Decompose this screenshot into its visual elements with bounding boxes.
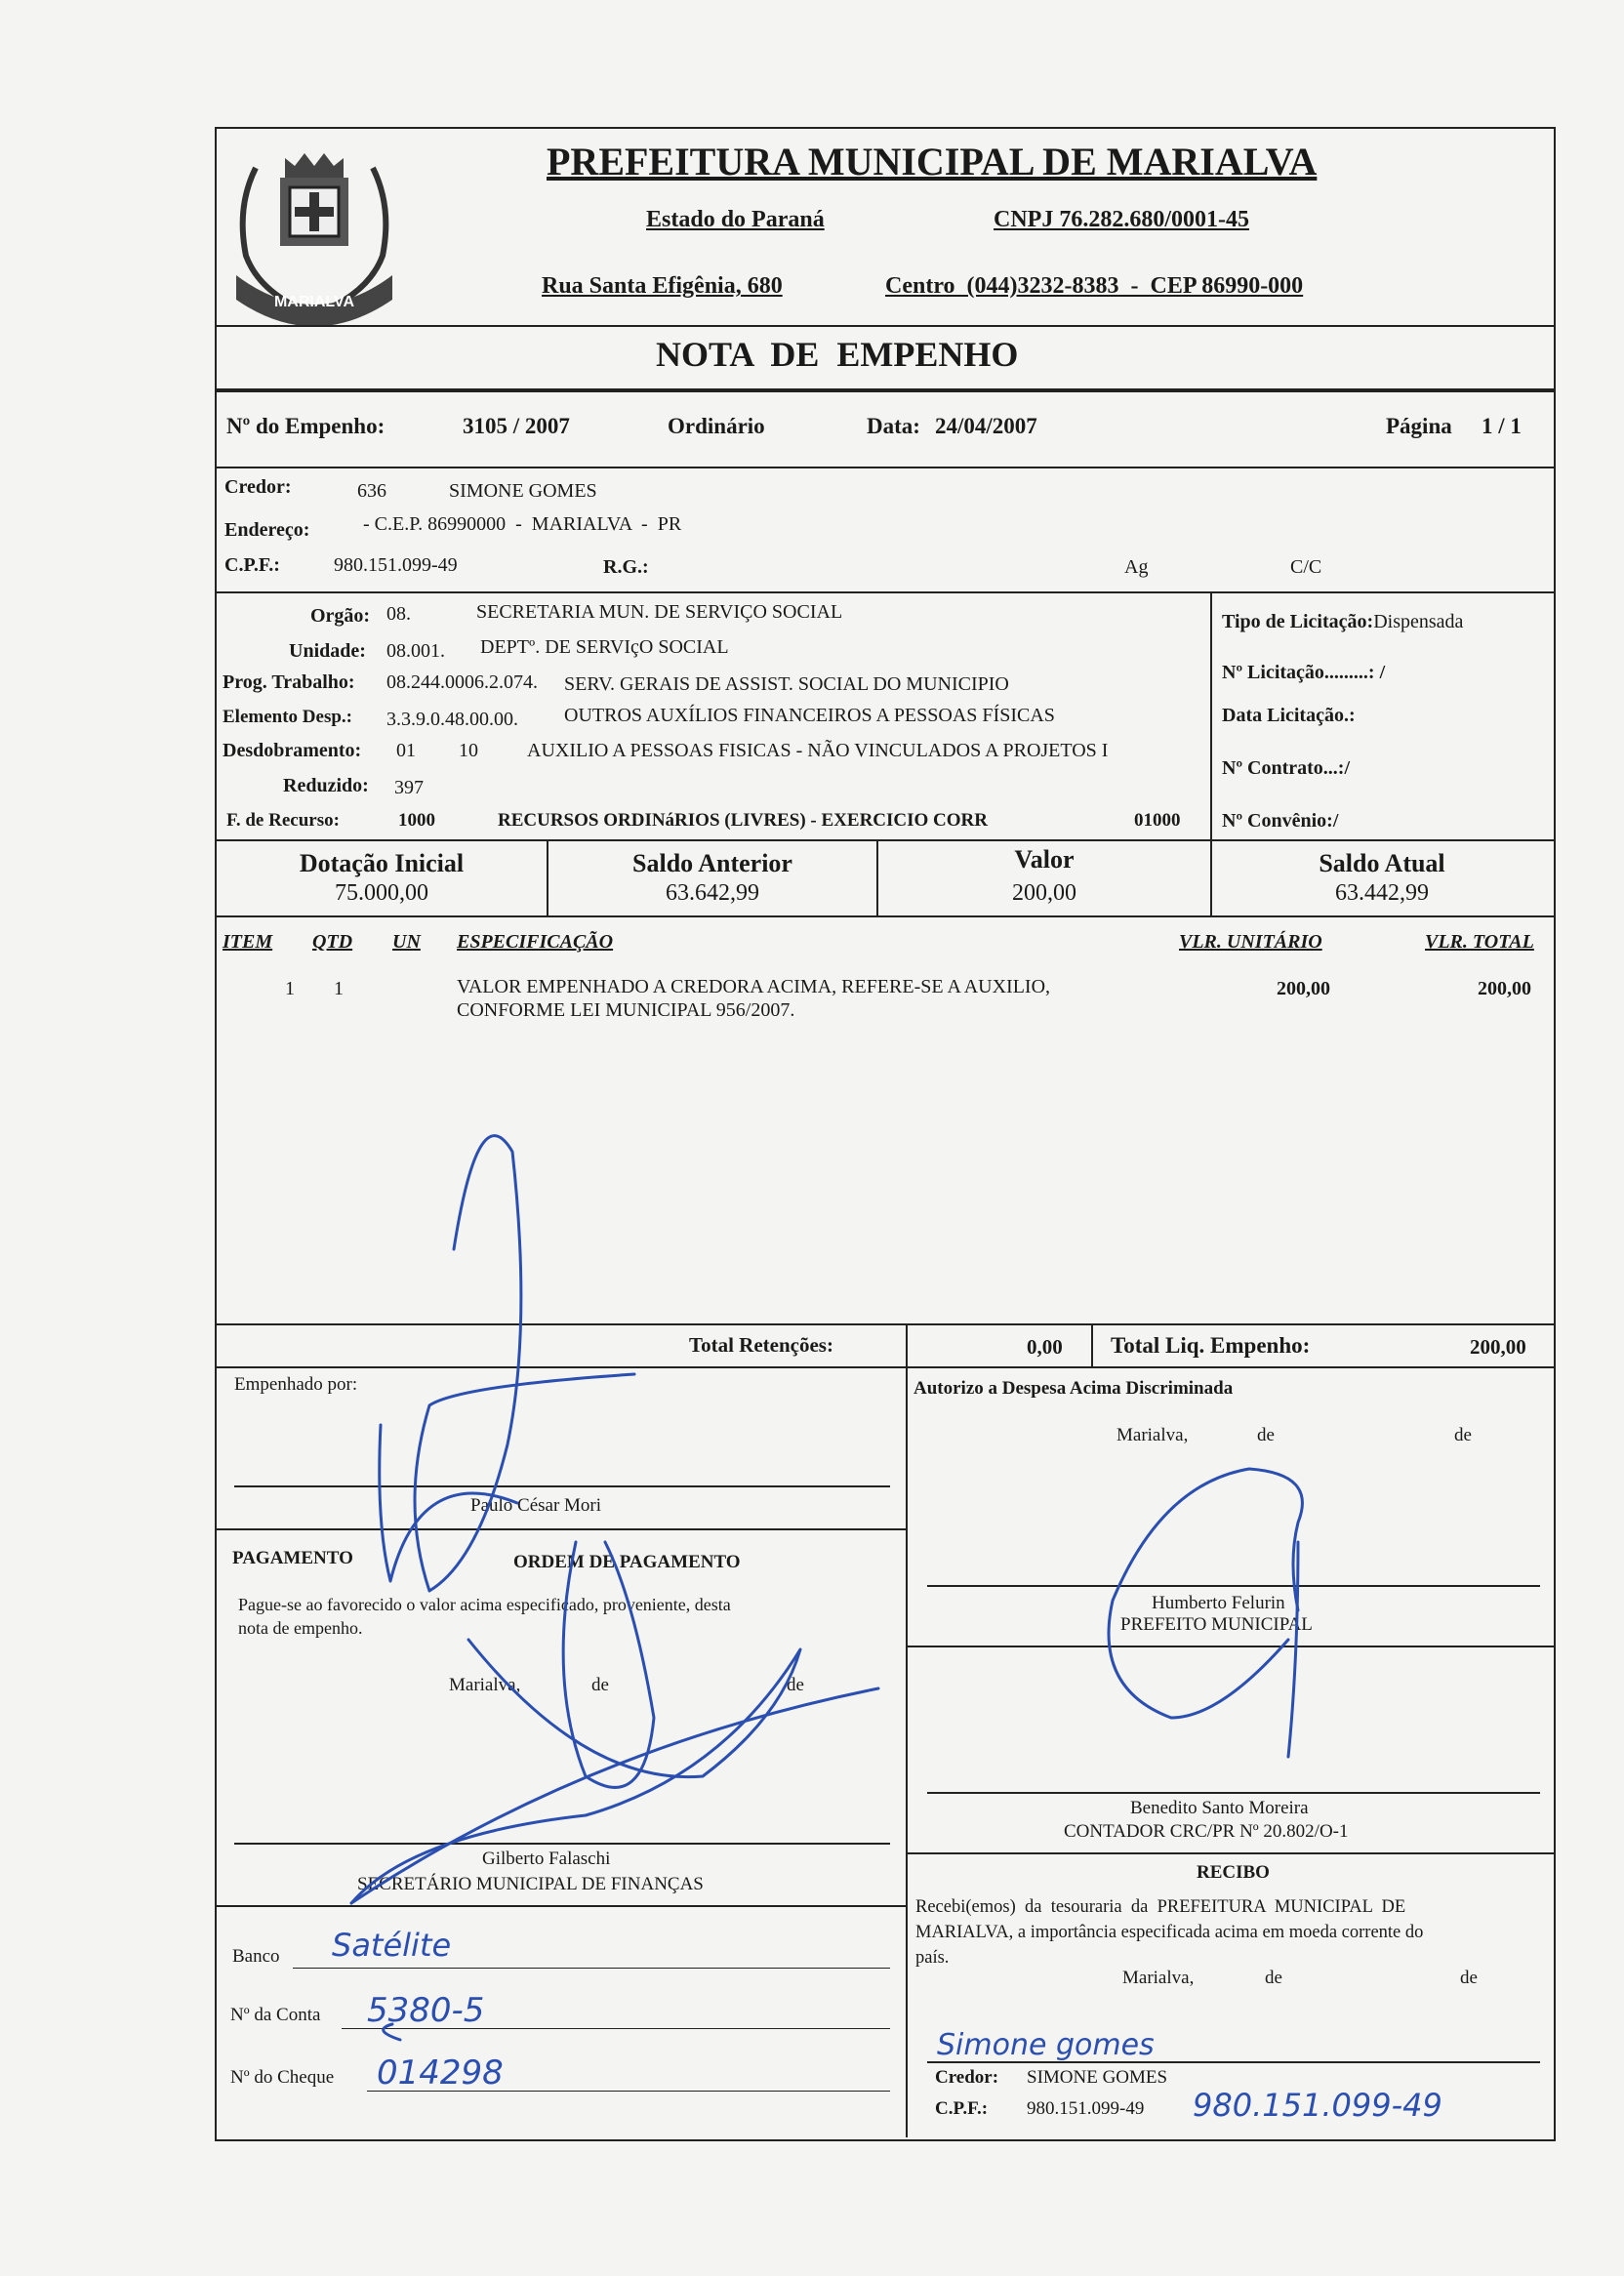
item-spec-line2: CONFORME LEI MUNICIPAL 956/2007.: [457, 999, 795, 1021]
date-value: 24/04/2007: [935, 414, 1037, 438]
item-number: 1: [285, 978, 295, 999]
autorizo-de1: de: [1257, 1425, 1275, 1445]
credor-signature: Simone gomes: [937, 2028, 1155, 2062]
dotacao-label: Dotação Inicial: [299, 849, 465, 877]
reduzido-value: 397: [394, 777, 424, 798]
orgao-desc: SECRETARIA MUN. DE SERVIÇO SOCIAL: [476, 601, 843, 623]
endereco-label: Endereço:: [224, 519, 310, 541]
recibo-title: RECIBO: [1197, 1862, 1270, 1883]
elemento-code: 3.3.9.0.48.00.00.: [386, 709, 518, 730]
licitacao-contrato: Nº Contrato...:/: [1222, 757, 1351, 779]
valor-label: Valor: [1014, 845, 1075, 874]
secretario-role: SECRETÁRIO MUNICIPAL DE FINANÇAS: [357, 1874, 704, 1894]
elemento-label: Elemento Desp.:: [223, 707, 352, 727]
conta-value: 5380-5: [367, 1991, 485, 2030]
empenho-type: Ordinário: [668, 414, 765, 438]
item-qtd: 1: [334, 978, 344, 999]
recibo-cpf-handwritten: 980.151.099-49: [1193, 2087, 1442, 2124]
cpf-value: 980.151.099-49: [334, 554, 458, 576]
recurso-label: F. de Recurso:: [226, 810, 340, 831]
cheque-label: Nº do Cheque: [230, 2067, 335, 2088]
autorizo-de2: de: [1454, 1425, 1472, 1445]
reduzido-label: Reduzido:: [283, 775, 369, 796]
empenhado-name: Paulo César Mori: [470, 1495, 602, 1516]
address-rest: Centro (044)3232-8383 - CEP 86990-000: [885, 273, 1304, 299]
prog-label: Prog. Trabalho:: [223, 671, 355, 693]
recurso-desc: RECURSOS ORDINáRIOS (LIVRES) - EXERCICIO CORR: [498, 810, 988, 831]
orgao-code: 08.: [386, 603, 411, 625]
prefeito-role: PREFEITO MUNICIPAL: [1120, 1614, 1313, 1635]
liquido-value: 200,00: [1470, 1335, 1526, 1359]
credor-code: 636: [357, 480, 386, 502]
prefeito-name: Humberto Felurin: [1152, 1593, 1285, 1613]
prog-desc: SERV. GERAIS DE ASSIST. SOCIAL DO MUNICIPIO: [564, 673, 1009, 695]
licitacao-data: Data Licitação.:: [1222, 705, 1356, 726]
desdobramento-code: 01: [396, 740, 416, 761]
pagamento-text-line1: Pague-se ao favorecido o valor acima especificado, proveniente, desta: [238, 1595, 731, 1614]
licitacao-tipo-value: Dispensada: [1373, 611, 1464, 632]
recurso-code2: 01000: [1134, 810, 1181, 831]
recurso-code: 1000: [398, 810, 435, 831]
autorizo-city: Marialva,: [1116, 1425, 1189, 1445]
date-label: Data:: [867, 414, 920, 438]
saldo-anterior-value: 63.642,99: [666, 880, 759, 906]
rg-label: R.G.:: [603, 556, 649, 578]
dotacao-value: 75.000,00: [335, 880, 428, 906]
unidade-desc: DEPTº. DE SERVIçO SOCIAL: [480, 636, 729, 658]
unidade-code: 08.001.: [386, 640, 445, 662]
page-number: 1 / 1: [1482, 414, 1522, 438]
ag-label: Ag: [1124, 556, 1149, 578]
licitacao-convenio: Nº Convênio:/: [1222, 810, 1339, 832]
recibo-cpf-label: C.P.F.:: [935, 2098, 989, 2119]
retencoes-label: Total Retenções:: [689, 1333, 833, 1357]
cnpj: CNPJ 76.282.680/0001-45: [994, 207, 1249, 232]
cheque-value: 014298: [377, 2053, 504, 2093]
retencoes-value: 0,00: [1027, 1335, 1063, 1359]
credor-label: Credor:: [224, 476, 292, 498]
recibo-cpf-value: 980.151.099-49: [1027, 2098, 1145, 2119]
contador-role: CONTADOR CRC/PR Nº 20.802/O-1: [1064, 1821, 1349, 1842]
col-header-item: ITEM: [223, 931, 273, 953]
col-header-unit: VLR. UNITÁRIO: [1179, 931, 1322, 953]
pagamento-de1: de: [591, 1675, 609, 1695]
saldo-anterior-label: Saldo Anterior: [632, 849, 792, 877]
empenho-number: 3105 / 2007: [463, 414, 570, 438]
municipality-title: PREFEITURA MUNICIPAL DE MARIALVA: [547, 140, 1318, 183]
banco-value: Satélite: [332, 1927, 452, 1964]
col-header-un: UN: [392, 931, 421, 953]
cc-label: C/C: [1290, 556, 1322, 578]
endereco-value: - C.E.P. 86990000 - MARIALVA - PR: [363, 513, 682, 535]
empenhado-label: Empenhado por:: [234, 1374, 358, 1395]
unidade-label: Unidade:: [289, 640, 366, 662]
street-address: Rua Santa Efigênia, 680: [542, 273, 783, 299]
document-title: NOTA DE EMPENHO: [656, 335, 1019, 374]
autorizo-title: Autorizo a Despesa Acima Discriminada: [914, 1378, 1234, 1399]
recibo-credor-name: SIMONE GOMES: [1027, 2067, 1168, 2088]
recibo-text-line1: Recebi(emos) da tesouraria da PREFEITURA MUNICIPAL DE: [915, 1897, 1406, 1917]
col-header-qtd: QTD: [312, 931, 353, 953]
crest-text: MARIALVA: [273, 294, 355, 310]
desdobramento-code2: 10: [459, 740, 478, 761]
item-spec-line1: VALOR EMPENHADO A CREDORA ACIMA, REFERE-SE A AUXILIO,: [457, 976, 1051, 997]
item-total-value: 200,00: [1478, 978, 1531, 999]
prog-code: 08.244.0006.2.074.: [386, 671, 538, 693]
pagamento-text-line2: nota de empenho.: [238, 1618, 363, 1638]
item-unit-value: 200,00: [1277, 978, 1330, 999]
valor-value: 200,00: [1012, 880, 1076, 906]
recibo-text-line2: MARIALVA, a importância especificada acima em moeda corrente do: [915, 1923, 1424, 1942]
cpf-label: C.P.F.:: [224, 554, 280, 576]
secretario-name: Gilberto Falaschi: [482, 1849, 611, 1869]
state-name: Estado do Paraná: [646, 207, 825, 232]
pagamento-title: PAGAMENTO: [232, 1548, 353, 1568]
saldo-atual-value: 63.442,99: [1335, 880, 1429, 906]
page-label: Página: [1386, 414, 1452, 438]
licitacao-numero: Nº Licitação.........: /: [1222, 662, 1386, 683]
banco-label: Banco: [232, 1946, 280, 1967]
orgao-label: Orgão:: [310, 605, 371, 627]
col-header-spec: ESPECIFICAÇÃO: [457, 931, 614, 953]
liquido-label: Total Liq. Empenho:: [1111, 1333, 1311, 1358]
credor-name: SIMONE GOMES: [449, 480, 597, 502]
recibo-de1: de: [1265, 1968, 1282, 1988]
recibo-text-line3: país.: [915, 1948, 950, 1968]
saldo-atual-label: Saldo Atual: [1319, 849, 1445, 877]
empenho-label: Nº do Empenho:: [226, 414, 386, 438]
contador-name: Benedito Santo Moreira: [1130, 1798, 1309, 1818]
recibo-credor-label: Credor:: [935, 2067, 999, 2088]
ordem-pagamento-title: ORDEM DE PAGAMENTO: [513, 1552, 741, 1572]
recibo-de2: de: [1460, 1968, 1478, 1988]
recibo-city: Marialva,: [1122, 1968, 1195, 1988]
desdobramento-desc: AUXILIO A PESSOAS FISICAS - NÃO VINCULADOS A PROJETOS I: [527, 740, 1109, 761]
licitacao-tipo: Tipo de Licitação:: [1222, 611, 1374, 632]
desdobramento-label: Desdobramento:: [223, 740, 362, 761]
conta-label: Nº da Conta: [230, 2005, 321, 2025]
pagamento-city: Marialva,: [449, 1675, 521, 1695]
elemento-desc: OUTROS AUXÍLIOS FINANCEIROS A PESSOAS FÍSICAS: [564, 705, 1055, 726]
pagamento-de2: de: [787, 1675, 804, 1695]
col-header-total: VLR. TOTAL: [1425, 931, 1534, 953]
